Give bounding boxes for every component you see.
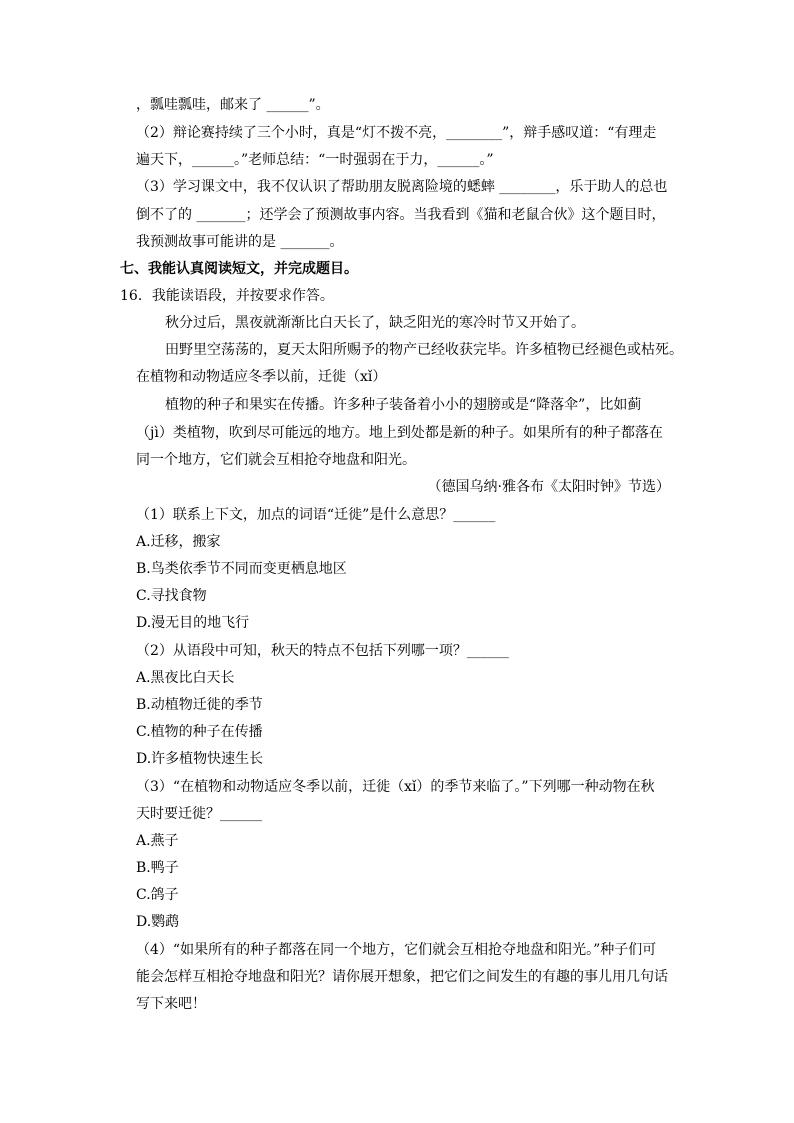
question-text: 写下来吧！: [136, 996, 206, 1012]
passage-line: 田野里空荡荡的，夏天太阳所赐予的物产已经收获完毕。许多植物已经褪色或枯死。: [165, 342, 683, 358]
section-heading: 七、我能认真阅读短文，并完成题目。: [120, 261, 358, 277]
passage-line: 植物的种子和果实在传播。许多种子装备着小小的翅膀或是“降落伞”，比如蓟: [165, 397, 642, 413]
text-line: ，瓢哇瓢哇，邮来了 ______”。: [136, 97, 330, 113]
passage-line: 同一个地方，它们就会互相抢夺地盘和阳光。: [136, 452, 416, 468]
question-text: （2）从语段中可知，秋天的特点不包括下列哪一项？______: [136, 643, 509, 659]
passage-line: 在植物和动物适应冬季以前，迁徙（xǐ）: [136, 369, 387, 385]
text-line: （3）学习课文中，我不仅认识了帮助朋友脱离险境的蟋蟀 ________，乐于助人的总也: [136, 179, 668, 195]
text-line: 我预测故事可能讲的是 _______。: [136, 234, 344, 250]
question-text: （3）“在植物和动物适应冬季以前，迁徙（xǐ）的季节来临了。”下列哪一种动物在秋: [136, 779, 655, 795]
question-text: 天时要迁徙？______: [136, 806, 262, 822]
option-c: C.寻找食物: [136, 588, 207, 604]
question-text: （4）“如果所有的种子都落在同一个地方，它们就会互相抢夺地盘和阳光。”种子们可: [136, 942, 657, 958]
option-b: B.动植物迁徙的季节: [136, 697, 263, 713]
text-line: （2）辩论赛持续了三个小时，真是“灯不拨不亮，________”，辩手感叹道：“有理走: [136, 125, 657, 141]
question-number: 16．我能读语段，并按要求作答。: [120, 288, 334, 304]
option-c: C.鸽子: [136, 887, 179, 903]
option-d: D.许多植物快速生长: [136, 751, 264, 767]
option-a: A.燕子: [136, 833, 179, 849]
passage-line: 秋分过后，黑夜就渐渐比白天长了，缺乏阳光的寒冷时节又开始了。: [165, 315, 585, 331]
text-line: 遍天下，______。”老师总结：“一时强弱在于力，______。”: [136, 152, 494, 168]
option-c: C.植物的种子在传播: [136, 724, 263, 740]
passage-source: （德国乌纳·雅各布《太阳时钟》节选）: [427, 479, 670, 495]
question-text: 能会怎样互相抢夺地盘和阳光？请你展开想象，把它们之间发生的有趣的事儿用几句话: [136, 969, 668, 985]
option-b: B.鸭子: [136, 860, 179, 876]
option-b: B.鸟类依季节不同而变更栖息地区: [136, 561, 347, 577]
option-d: D.漫无目的地飞行: [136, 615, 250, 631]
option-a: A.迁移，搬家: [136, 534, 221, 550]
passage-line: （jì）类植物，吹到尽可能远的地方。地上到处都是新的种子。如果所有的种子都落在: [136, 425, 663, 441]
question-text: （1）联系上下文，加点的词语“迁徙”是什么意思？______: [136, 507, 496, 523]
option-a: A.黑夜比白天长: [136, 670, 235, 686]
text-line: 倒不了的 _______；还学会了预测故事内容。当我看到《猫和老鼠合伙》这个题目时，: [136, 207, 666, 223]
option-d: D.鹦鹉: [136, 914, 180, 930]
